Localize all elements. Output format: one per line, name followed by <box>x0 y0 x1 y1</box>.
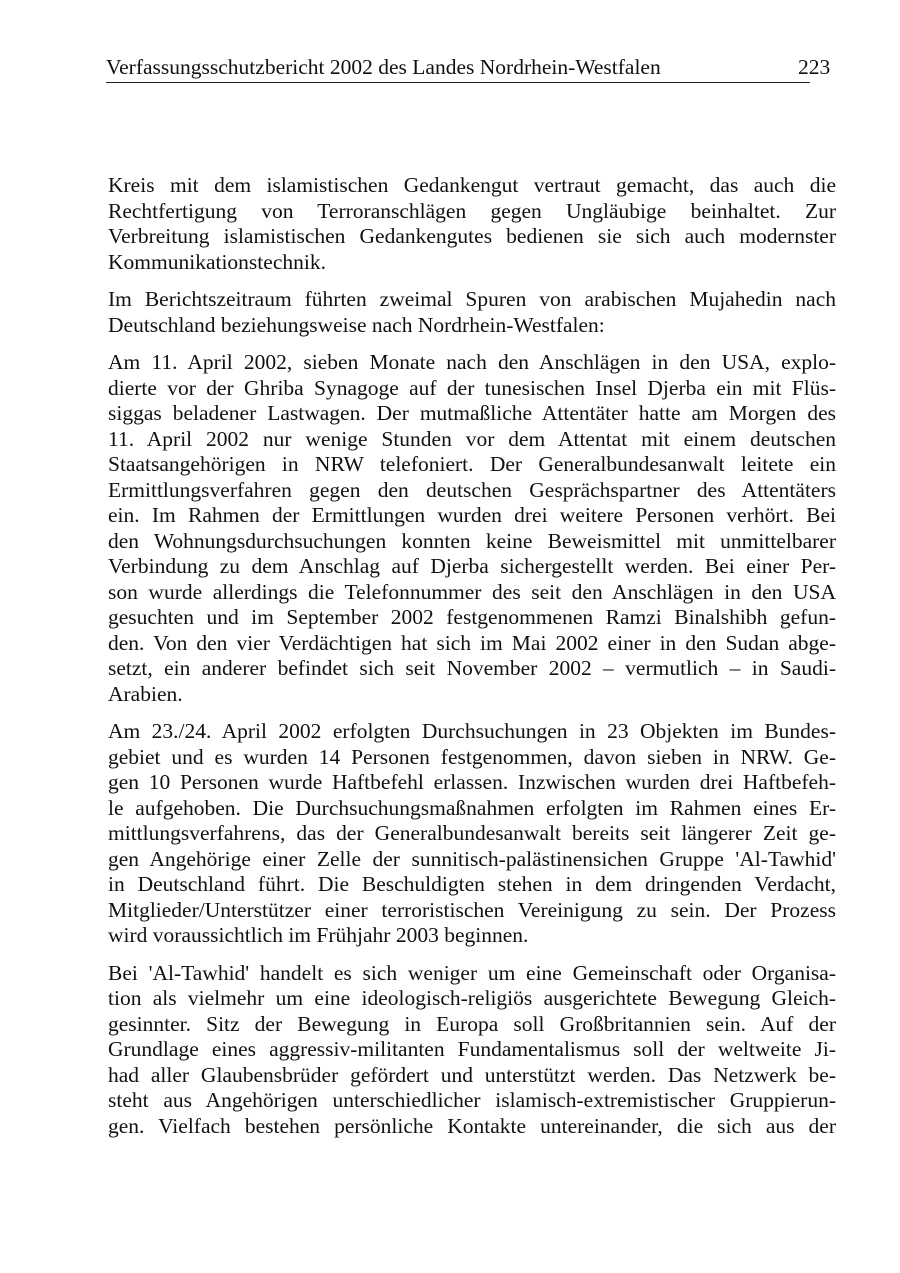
page-number: 223 <box>798 55 831 79</box>
text-line: Verbreitung islamistischen Gedankengutes bedienen sie sich auch modernster <box>108 224 836 248</box>
text-line: wird voraussichtlich im Frühjahr 2003 beginnen. <box>108 923 529 947</box>
text-line: Ermittlungsverfahren gegen den deutschen Gesprächspartner des Attentäters <box>108 477 836 502</box>
text-line: tion als vielmehr um eine ideologisch-religiös ausgerichtete Bewegung Gleich- <box>108 986 836 1010</box>
text-line: gen. Vielfach bestehen persönliche Kontakte untereinander, die sich aus der <box>108 1113 836 1138</box>
text-line: dierte vor der Ghriba Synagoge auf der tunesischen Insel Djerba ein mit Flüs- <box>108 375 836 400</box>
text-line: Grundlage eines aggressiv-militanten Fundamentalismus soll der weltweite Ji- <box>108 1037 836 1061</box>
text-line: Im Berichtszeitraum führten zweimal Spuren von arabischen Mujahedin nach <box>108 287 836 311</box>
text-line: ein. Im Rahmen der Ermittlungen wurden drei weitere Personen verhört. Bei <box>108 503 836 527</box>
text-line: Arabien. <box>108 681 183 706</box>
text-line: son wurde allerdings die Telefonnummer des seit den Anschlägen in den USA <box>108 579 836 604</box>
paragraph <box>108 287 836 338</box>
text-line: setzt, ein anderer befindet sich seit November 2002 – vermutlich – in Saudi- <box>108 656 836 680</box>
paragraph <box>108 961 836 1140</box>
text-line: Kreis mit dem islamistischen Gedankengut vertraut gemacht, das auch die <box>108 173 836 197</box>
paragraph <box>108 173 836 275</box>
text-line: gen 10 Personen wurde Haftbefehl erlassen. Inzwischen wurden drei Haftbefeh- <box>108 770 836 794</box>
header-title: Verfassungsschutzbericht 2002 des Landes Nordrhein-Westfalen <box>106 55 661 79</box>
text-line: 11. April 2002 nur wenige Stunden vor dem Attentat mit einem deutschen <box>108 426 836 451</box>
text-line: siggas beladener Lastwagen. Der mutmaßliche Attentäter hatte am Morgen des <box>108 401 836 425</box>
text-line: in Deutschland führt. Die Beschuldigten stehen in dem dringenden Verdacht, <box>108 872 836 896</box>
body-text <box>108 173 836 1151</box>
text-line: le aufgehoben. Die Durchsuchungsmaßnahmen erfolgten im Rahmen eines Er- <box>108 795 836 820</box>
text-line: Am 23./24. April 2002 erfolgten Durchsuchungen in 23 Objekten im Bundes- <box>108 719 836 743</box>
text-line: mittlungsverfahrens, das der Generalbundesanwalt bereits seit längerer Zeit ge- <box>108 821 836 845</box>
text-line: Deutschland beziehungsweise nach Nordrhein-Westfalen: <box>108 312 605 337</box>
text-line: Bei 'Al-Tawhid' handelt es sich weniger um eine Gemeinschaft oder Organisa- <box>108 960 836 985</box>
text-line: gesinnter. Sitz der Bewegung in Europa soll Großbritannien sein. Auf der <box>108 1011 836 1036</box>
text-line: Mitglieder/Unterstützer einer terroristischen Vereinigung zu sein. Der Prozess <box>108 897 836 922</box>
text-line: Verbindung zu dem Anschlag auf Djerba sichergestellt werden. Bei einer Per- <box>108 554 836 578</box>
text-line: steht aus Angehörigen unterschiedlicher islamisch-extremistischer Gruppierun- <box>108 1088 836 1112</box>
text-line: Am 11. April 2002, sieben Monate nach den Anschlägen in den USA, explo- <box>108 350 836 374</box>
paragraph <box>108 350 836 707</box>
running-header <box>106 52 831 83</box>
text-line: Staatsangehörigen in NRW telefoniert. Der Generalbundesanwalt leitete ein <box>108 452 836 476</box>
text-line: den Wohnungsdurchsuchungen konnten keine Beweismittel mit unmittelbarer <box>108 528 836 553</box>
paragraph <box>108 719 836 949</box>
text-line: gesuchten und im September 2002 festgenommenen Ramzi Binalshibh gefun- <box>108 605 836 629</box>
text-line: gen Angehörige einer Zelle der sunnitisch-palästinensichen Gruppe 'Al-Tawhid' <box>108 846 836 871</box>
text-line: den. Von den vier Verdächtigen hat sich im Mai 2002 einer in den Sudan abge- <box>108 630 836 655</box>
text-line: Kommunikationstechnik. <box>108 249 326 274</box>
text-line: had aller Glaubensbrüder gefördert und unterstützt werden. Das Netzwerk be- <box>108 1062 836 1087</box>
text-line: gebiet und es wurden 14 Personen festgenommen, davon sieben in NRW. Ge- <box>108 744 836 769</box>
text-line: Rechtfertigung von Terroranschlägen gegen Ungläubige beinhaltet. Zur <box>108 198 836 223</box>
